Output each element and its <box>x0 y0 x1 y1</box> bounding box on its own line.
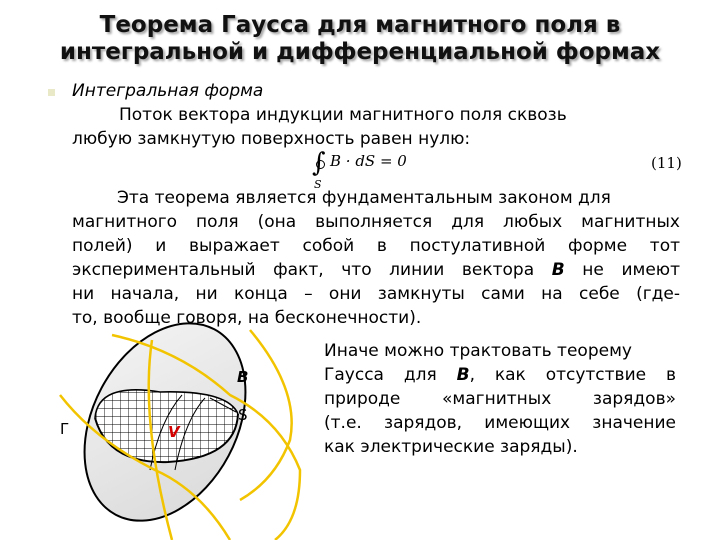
text-segment: экспериментальный факт, что линии вектора <box>72 260 552 280</box>
bullet-square-icon <box>48 89 55 96</box>
paragraph-line: магнитного поля (она выполняется для любых магнитных <box>72 212 680 232</box>
paragraph-line: Поток вектора индукции магнитного поля сквозь <box>119 105 567 125</box>
paragraph-line: природе «магнитных зарядов» <box>324 389 676 409</box>
paragraph-line: Эта теорема является фундаментальным законом для <box>117 188 611 208</box>
integral-ring-icon <box>316 160 325 169</box>
formula-body: B · dS = 0 <box>330 152 407 170</box>
slide-title <box>0 12 720 66</box>
paragraph-line <box>324 363 676 387</box>
label-v: V <box>168 423 180 441</box>
paragraph-line: как электрические заряды). <box>324 437 578 457</box>
text-segment: , как отсутствие в <box>469 365 676 385</box>
paragraph-flux-statement <box>72 103 567 151</box>
paragraph-fundamental-law <box>72 186 680 330</box>
subheading-integral-form: Интегральная форма <box>72 81 264 101</box>
paragraph-line <box>72 258 680 282</box>
label-gamma: Г <box>60 420 70 438</box>
text-segment: Гаусса для <box>324 365 457 385</box>
label-s: S <box>238 406 248 424</box>
label-b: B <box>237 368 249 386</box>
title-line-2: интегральной и дифференциальной формах <box>59 39 661 65</box>
paragraph-line: полей) и выражает собой в постулативной форме тот <box>72 236 680 256</box>
paragraph-magnetic-charges <box>324 339 676 459</box>
field-line <box>240 330 292 500</box>
vector-b-symbol: B <box>551 260 565 280</box>
paragraph-line: то, вообще говоря, на бесконечности). <box>72 308 422 328</box>
paragraph-line: ни начала, ни конца – они замкнуты сами на себе (где- <box>72 284 680 304</box>
formula-subscript: S <box>314 178 322 191</box>
closed-surface-diagram <box>0 320 330 540</box>
equation-number: (11) <box>651 154 682 172</box>
closed-integral-sign: ∫ <box>312 148 326 178</box>
paragraph-line: любую замкнутую поверхность равен нулю: <box>72 129 471 149</box>
title-line-1: Теорема Гаусса для магнитного поля в <box>99 12 621 38</box>
text-segment: не имеют <box>564 260 680 280</box>
vector-b-symbol: B <box>456 365 470 385</box>
paragraph-line: Иначе можно трактовать теорему <box>324 341 632 361</box>
paragraph-line: (т.е. зарядов, имеющих значение <box>324 413 676 433</box>
